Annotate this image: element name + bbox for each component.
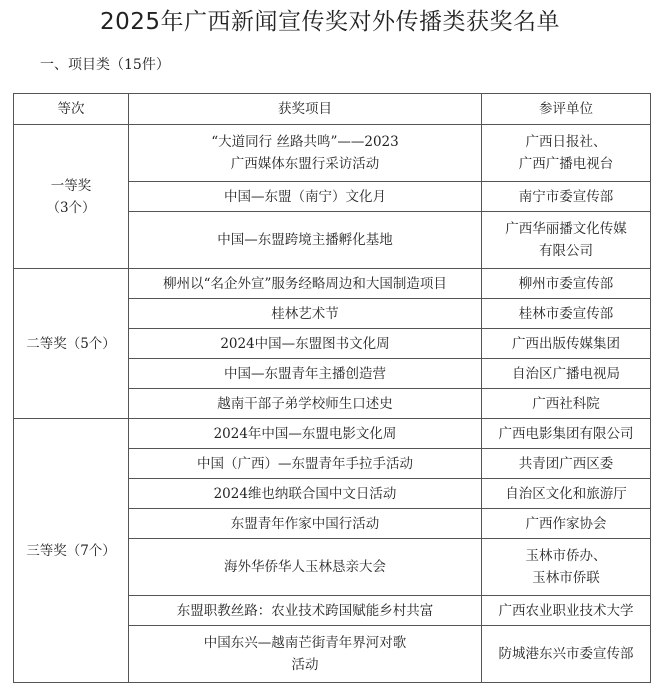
- table-row: [14, 419, 651, 449]
- project-cell: 中国（广西）—东盟青年手拉手活动: [129, 449, 482, 479]
- section-heading: 一、项目类（15件）: [40, 57, 170, 73]
- project-cell: 越南干部子弟学校师生口述史: [129, 389, 482, 419]
- project-cell: “大道同行 丝路共鸣”——2023 广西媒体东盟行采访活动: [129, 125, 482, 182]
- project-cell: 中国—东盟（南宁）文化月: [129, 182, 482, 212]
- unit-cell: 柳州市委宣传部: [482, 269, 651, 299]
- unit-cell: 自治区文化和旅游厅: [482, 479, 651, 509]
- header-grade: 等次: [14, 94, 129, 125]
- unit-cell: 广西日报社、 广西广播电视台: [482, 125, 651, 182]
- project-cell: 海外华侨华人玉林恳亲大会: [129, 539, 482, 596]
- awards-table: [13, 93, 651, 683]
- project-cell: 中国东兴—越南芒街青年界河对歌 活动: [129, 626, 482, 683]
- project-cell: 2024中国—东盟图书文化周: [129, 329, 482, 359]
- unit-cell: 共青团广西区委: [482, 449, 651, 479]
- unit-cell: 广西作家协会: [482, 509, 651, 539]
- project-cell: 2024年中国—东盟电影文化周: [129, 419, 482, 449]
- unit-cell: 广西华丽播文化传媒 有限公司: [482, 212, 651, 269]
- grade-cell-third: 三等奖（7个）: [14, 419, 129, 683]
- table-header-row: [14, 94, 651, 125]
- project-cell: 桂林艺术节: [129, 299, 482, 329]
- table-row: [14, 269, 651, 299]
- unit-cell: 广西社科院: [482, 389, 651, 419]
- unit-cell: 自治区广播电视局: [482, 359, 651, 389]
- unit-cell: 桂林市委宣传部: [482, 299, 651, 329]
- project-cell: 东盟青年作家中国行活动: [129, 509, 482, 539]
- unit-cell: 防城港东兴市委宣传部: [482, 626, 651, 683]
- project-cell: 柳州以“名企外宣”服务经略周边和大国制造项目: [129, 269, 482, 299]
- unit-cell: 玉林市侨办、 玉林市侨联: [482, 539, 651, 596]
- grade-cell-first: 一等奖 （3个）: [14, 125, 129, 269]
- header-project: 获奖项目: [129, 94, 482, 125]
- unit-cell: 广西电影集团有限公司: [482, 419, 651, 449]
- header-unit: 参评单位: [482, 94, 651, 125]
- grade-cell-second: 二等奖（5个）: [14, 269, 129, 419]
- unit-cell: 广西农业职业技术大学: [482, 596, 651, 626]
- page-title: 2025年广西新闻宣传奖对外传播类获奖名单: [99, 9, 561, 35]
- unit-cell: 广西出版传媒集团: [482, 329, 651, 359]
- project-cell: 2024维也纳联合国中文日活动: [129, 479, 482, 509]
- project-cell: 中国—东盟跨境主播孵化基地: [129, 212, 482, 269]
- project-cell: 中国—东盟青年主播创造营: [129, 359, 482, 389]
- table-row: [14, 125, 651, 182]
- unit-cell: 南宁市委宣传部: [482, 182, 651, 212]
- project-cell: 东盟职教丝路：农业技术跨国赋能乡村共富: [129, 596, 482, 626]
